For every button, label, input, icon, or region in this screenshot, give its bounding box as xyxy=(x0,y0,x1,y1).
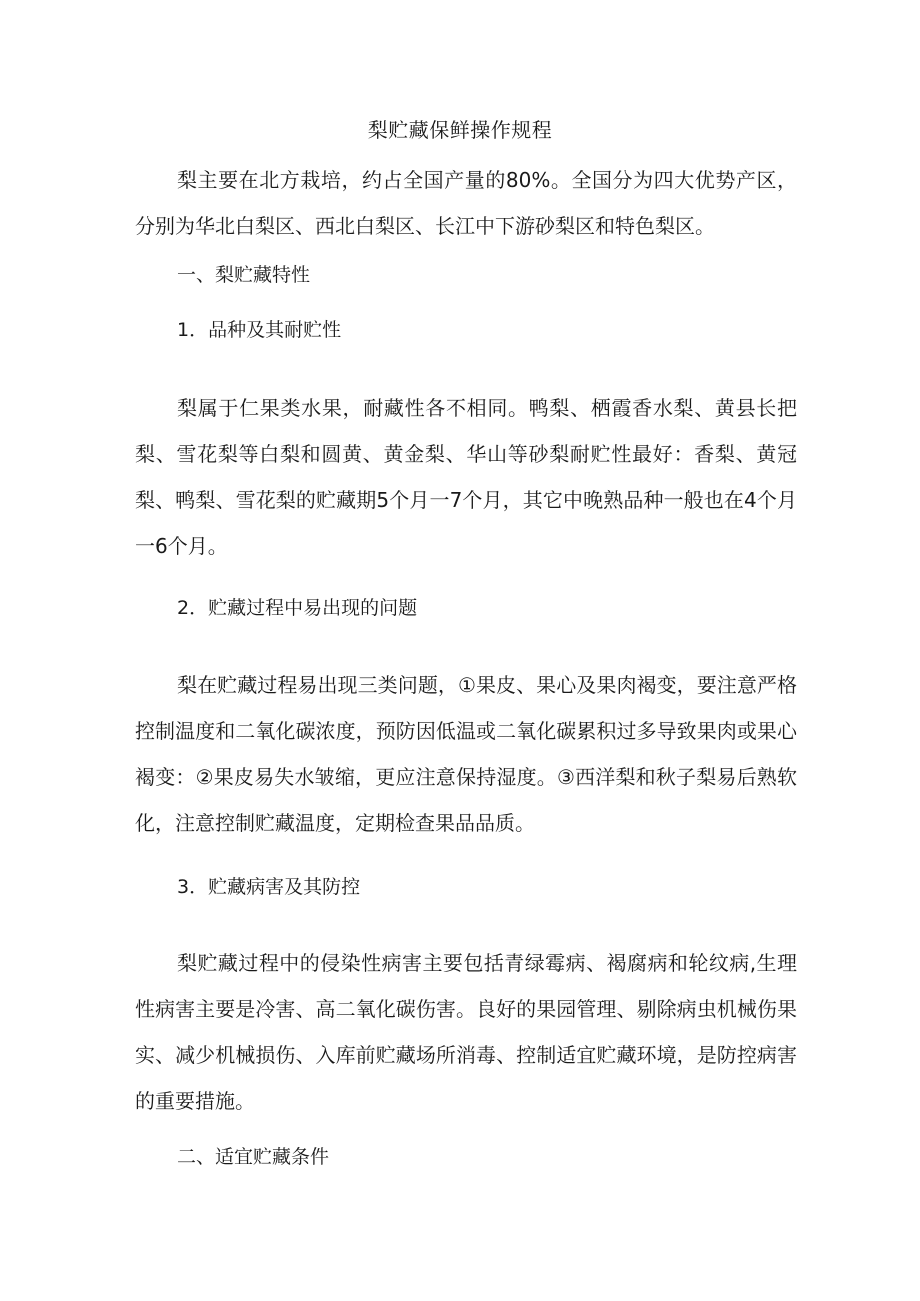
subheading-storage-problems: 2．贮藏过程中易出现的问题 xyxy=(177,597,418,619)
section-heading-storage-characteristics: 一、梨贮藏特性 xyxy=(177,264,311,286)
subheading-storage-diseases: 3．贮藏病害及其防控 xyxy=(177,876,361,898)
document-title: 梨贮藏保鲜操作规程 xyxy=(367,118,553,142)
storage-diseases-paragraph: 梨贮藏过程中的侵染性病害主要包括青绿霉病、褐腐病和轮纹病,生理性病害主要是冷害、高二氧化碳伤害。良好的果园管理、剔除病虫机械伤果实、减少机械损伤、入库前贮藏场所消毒、控制适宜贮藏环境，是防控病害的重要措施。 xyxy=(135,951,797,1113)
section-heading-storage-conditions: 二、适宜贮藏条件 xyxy=(177,1146,330,1168)
intro-paragraph: 梨主要在北方栽培，约占全国产量的80%。全国分为四大优势产区，分别为华北白梨区、西北白梨区、长江中下游砂梨区和特色梨区。 xyxy=(135,168,797,238)
varieties-paragraph: 梨属于仁果类水果，耐藏性各不相同。鸭梨、栖霞香水梨、黄县长把梨、雪花梨等白梨和圆黄、黄金梨、华山等砂梨耐贮性最好：香梨、黄冠梨、鸭梨、雪花梨的贮藏期5个月一7个月，其它中晚熟品种一般也在4个月一6个月。 xyxy=(135,396,797,558)
subheading-varieties: 1．品种及其耐贮性 xyxy=(177,319,342,341)
storage-problems-paragraph: 梨在贮藏过程易出现三类问题，①果皮、果心及果肉褐变，要注意严格控制温度和二氧化碳浓度，预防因低温或二氧化碳累积过多导致果肉或果心褐变：②果皮易失水皱缩，更应注意保持湿度。③西洋梨和秋子梨易后熟软化，注意控制贮藏温度，定期检查果品品质。 xyxy=(135,673,797,835)
